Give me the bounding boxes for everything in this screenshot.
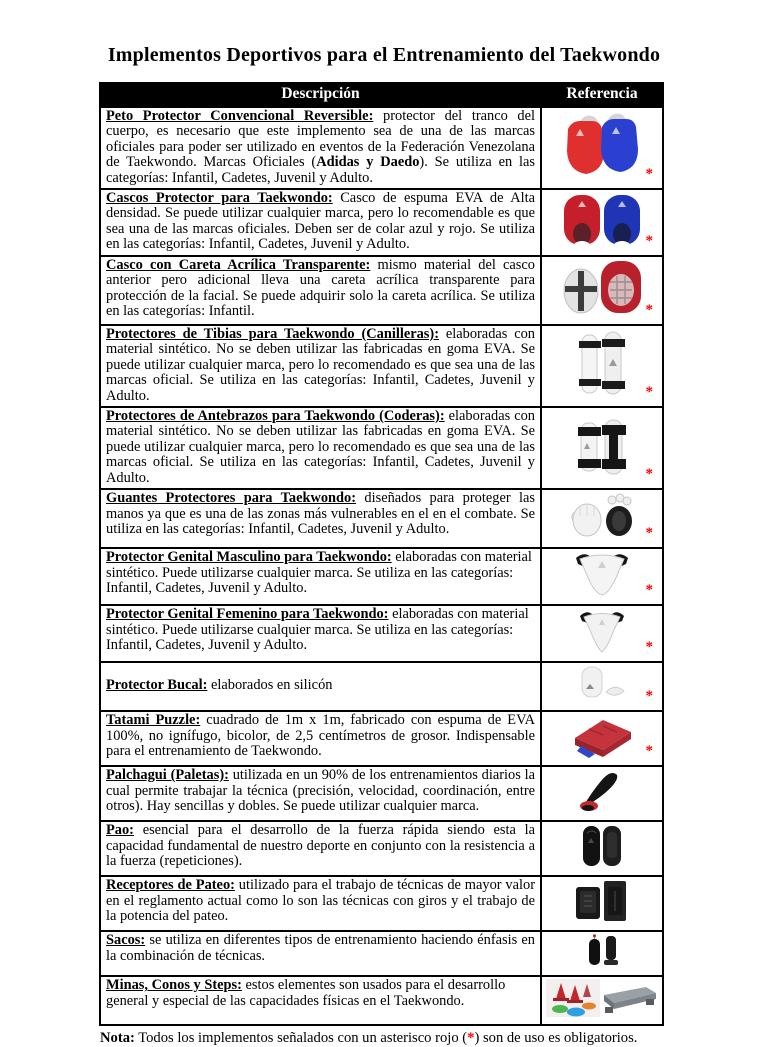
table-row-coderas [100, 407, 663, 489]
item-title: Protectores de Tibias para Taekwondo (Canilleras): [106, 326, 439, 343]
table-row-receptores [100, 876, 663, 931]
row-reference [541, 976, 663, 1025]
item-text: se utiliza en diferentes tipos de entrenamiento haciendo énfasis en la combinación de técnicas. [106, 932, 535, 964]
item-text: elaboradas con material sintético. Puede utilizarse cualquier marca. Se utiliza en las categorías: Infantil, Cadetes, Juvenil y Adulto. [106, 606, 529, 653]
row-description [100, 107, 541, 189]
kicking-paddle-image [577, 769, 627, 813]
header-descripcion: Descripción [100, 83, 541, 107]
red-blue-chest-protectors-image [558, 113, 646, 179]
table-row-cascos [100, 189, 663, 256]
row-description [100, 325, 541, 407]
table-row-guantes [100, 489, 663, 548]
row-reference [541, 325, 663, 407]
row-reference [541, 107, 663, 189]
item-text: estos elementes son usados para el desarrollo general y especial de las capacidades físicas en el Taekwondo. [106, 977, 506, 1009]
row-reference [541, 548, 663, 605]
item-title: Peto Protector Convencional Reversible: [106, 108, 374, 124]
row-reference [541, 766, 663, 821]
mandatory-asterisk: * [645, 166, 653, 183]
row-reference [541, 605, 663, 662]
item-title: Cascos Protector para Taekwondo: [106, 190, 333, 207]
red-blue-helmets-image [561, 192, 643, 248]
mandatory-asterisk: * [645, 302, 653, 319]
item-title: Protector Bucal: [106, 677, 208, 694]
table-row-minas-conos-steps [100, 976, 663, 1025]
table-row-pao [100, 821, 663, 876]
item-text: elaboradas con material sintético. Puede utilizarse cualquier marca. Se utiliza en las categorías: Infantil, Cadetes, Juvenil y Adulto. [106, 549, 532, 596]
row-reference [541, 489, 663, 548]
mandatory-asterisk: * [645, 466, 653, 483]
table-row-palchagui [100, 766, 663, 821]
item-title: Palchagui (Paletas): [106, 767, 229, 784]
note-text-before: Todos los implementos señalados con un asterisco rojo ( [134, 1030, 468, 1047]
item-title: Protector Genital Femenino para Taekwondo: [106, 606, 389, 623]
row-reference [541, 256, 663, 325]
mandatory-asterisk: * [645, 582, 653, 599]
row-description [100, 976, 541, 1025]
clear-face-mask-helmet-image [561, 259, 643, 317]
table-row-sacos [100, 931, 663, 976]
item-title: Tatami Puzzle: [106, 712, 201, 729]
cones-and-step-platform-image [546, 979, 658, 1017]
row-description [100, 662, 541, 711]
item-text-2: ). Se utiliza en las categorías: Infantil, Cadetes, Juvenil y Adulto. [106, 154, 536, 186]
note-line [100, 1030, 768, 1047]
row-description [100, 605, 541, 662]
female-groin-guard-image [574, 608, 630, 654]
note-text-after: ) son de uso es obligatorios. [474, 1030, 638, 1047]
item-text: protector del tranco del cuerpo, es necesario que este implemento sea de una de las marcas oficiales para poder ser utilizado en eventos de la Federación Venezolana de Taekwondo. Marcas Oficiales ( [106, 108, 535, 171]
row-description [100, 548, 541, 605]
mandatory-asterisk: * [645, 525, 653, 542]
note-label: Nota: [100, 1030, 135, 1047]
item-text: elaboradas con material sintético. No se deben utilizar las fabricadas en goma EVA. Se puede utilizar cualquier marca, pero lo recomendado es que sea una de las marcas oficial. Se utiliza en las categorías: Infantil, Cadetes, Juvenil y Adulto. [106, 408, 536, 486]
row-reference [541, 876, 663, 931]
header-referencia: Referencia [541, 83, 663, 107]
mandatory-asterisk: * [645, 639, 653, 656]
row-reference [541, 931, 663, 976]
item-title: Casco con Careta Acrílica Transparente: [106, 257, 371, 274]
item-text: esencial para el desarrollo de la fuerza rápida siendo esta la capacidad fundamental de nuestro deporte en conjunto con la resistencia a la fuerza (repeticiones). [106, 822, 535, 869]
mandatory-asterisk: * [645, 233, 653, 250]
item-text: diseñados para proteger las manos ya que es una de las zonas más vulnerables en el en el combate. Se utiliza en las categorías: Infantil, Cadetes, Juvenil y Adulto. [106, 490, 535, 537]
shin-guards-image [575, 329, 629, 399]
pao-kick-pads-image [579, 824, 625, 868]
table-row-genital-masculino [100, 548, 663, 605]
row-reference [541, 407, 663, 489]
row-description [100, 489, 541, 548]
row-description [100, 711, 541, 766]
item-text: Casco de espuma EVA de Alta densidad. Se puede utilizar cualquier marca, pero lo recomendable es que sea una de las marcas oficiales. Deben ser de colar azul y rojo. Se utiliza en las categorías: Infantil, Cadetes, Juvenil y Adulto. [106, 190, 535, 253]
equipment-table [99, 82, 664, 1026]
table-row-careta [100, 256, 663, 325]
table-row-genital-femenino [100, 605, 663, 662]
row-description [100, 931, 541, 976]
page-title: Implementos Deportivos para el Entrenamiento del Taekwondo [107, 44, 661, 66]
row-reference [541, 662, 663, 711]
mandatory-asterisk: * [645, 384, 653, 401]
item-text: elaborados en silicón [207, 677, 333, 694]
item-text: utilizada en un 90% de los entrenamientos diarios la cual permite trabajar la técnica (precisión, velocidad, coordinación, entre otros). Hay sencillas y dobles. Se puede utilizar cualquier marca. [106, 767, 535, 814]
item-text: elaboradas con material sintético. No se deben utilizar las fabricadas en goma EVA. Se puede utilizar cualquier marca, pero lo recomendado es que sea una de las marcas oficial. Se utiliza en las categorías: Infantil, Cadetes, Juvenil y Adulto. [106, 326, 535, 404]
table-row-canilleras [100, 325, 663, 407]
kicking-shields-image [574, 879, 630, 923]
row-reference [541, 189, 663, 256]
row-description [100, 876, 541, 931]
table-row-bucal [100, 662, 663, 711]
item-title: Protectores de Antebrazos para Taekwondo (Coderas): [106, 408, 445, 425]
item-text: cuadrado de 1m x 1m, fabricado con espuma de EVA 100%, no ignífugo, bicolor, de 2,5 centímetros de grosor. Indispensable para el entrenamiento de Taekwondo. [106, 712, 536, 759]
item-text: mismo material del casco anterior pero adicional lleva una careta acrílica transparente para protección de la facial. Se puede adquirir solo la careta acrílica. Se utiliza en las categorías: Infantil. [106, 257, 535, 320]
male-groin-guard-image [572, 551, 632, 597]
item-bold-text: Adidas y Daedo [316, 154, 420, 171]
table-row-tatami [100, 711, 663, 766]
row-description [100, 821, 541, 876]
protective-gloves-image [570, 492, 634, 540]
mandatory-asterisk: * [645, 688, 653, 705]
punching-bags-image [582, 934, 622, 968]
forearm-guards-image [575, 415, 629, 477]
item-title: Guantes Protectores para Taekwondo: [106, 490, 357, 507]
mouthguard-and-case-image [576, 665, 628, 703]
row-description [100, 189, 541, 256]
item-title: Sacos: [106, 932, 146, 949]
row-description [100, 766, 541, 821]
item-title: Receptores de Pateo: [106, 877, 235, 894]
row-reference [541, 711, 663, 766]
note-asterisk: * [467, 1030, 475, 1047]
row-description [100, 256, 541, 325]
red-tatami-puzzle-mat-image [571, 714, 633, 758]
row-description [100, 407, 541, 489]
mandatory-asterisk: * [645, 743, 653, 760]
row-reference [541, 821, 663, 876]
item-text: utilizado para el trabajo de técnicas de mayor valor en el reglamento actual como lo son las técnicas con giros y el trabajo de la potencia del pateo. [106, 877, 535, 924]
table-row-peto [100, 107, 663, 189]
table-header-row [100, 83, 663, 107]
item-title: Minas, Conos y Steps: [106, 977, 242, 994]
item-title: Pao: [106, 822, 134, 839]
item-title: Protector Genital Masculino para Taekwondo: [106, 549, 392, 566]
